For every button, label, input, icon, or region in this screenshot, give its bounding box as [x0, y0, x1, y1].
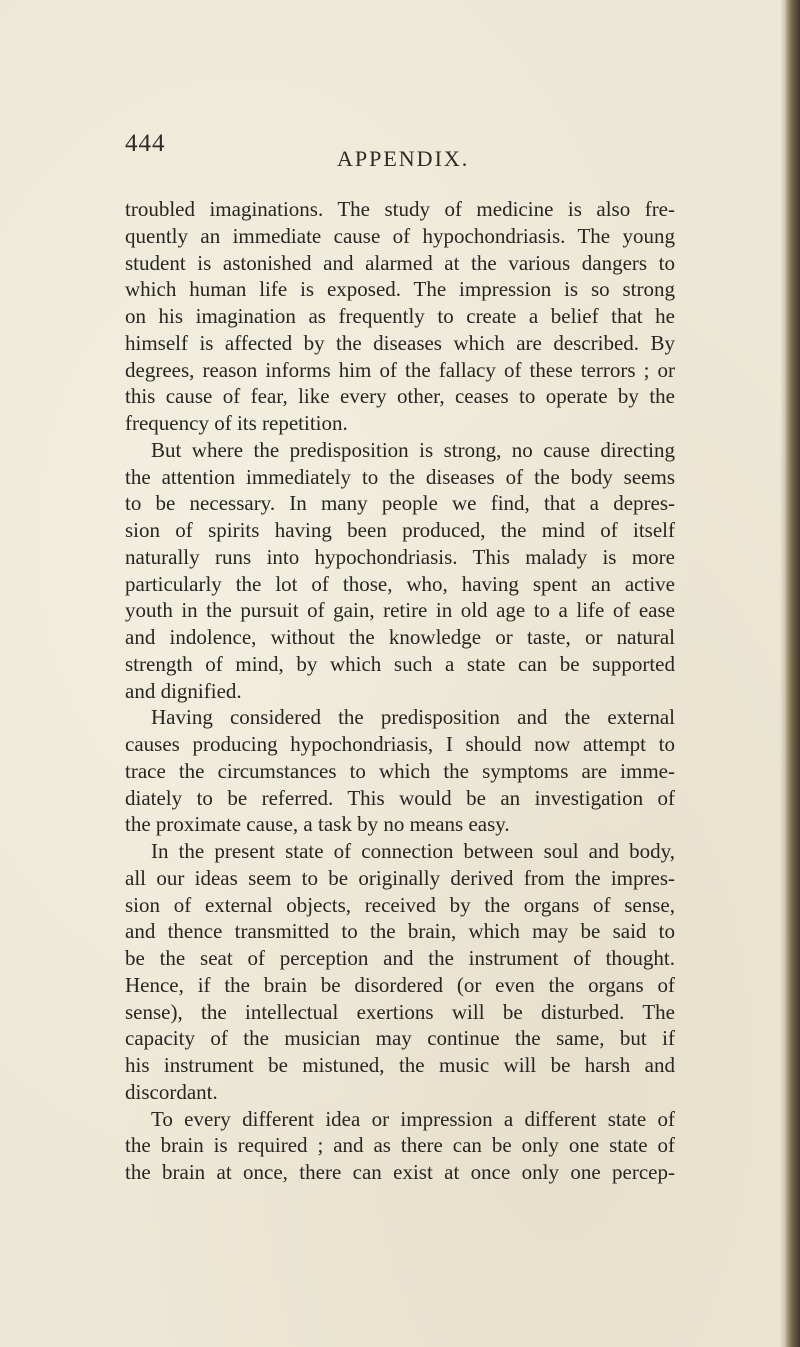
text-line: quently an immediate cause of hypochondriasis. The young: [125, 223, 675, 248]
text-line: which human life is exposed. The impression is so strong: [125, 277, 675, 302]
text-line: sion of spirits having been produced, the mind of itself: [125, 518, 675, 542]
paragraph-start-line: Having considered the predisposition and the external: [151, 705, 675, 730]
text-line: to be necessary. In many people we find, that a depres-: [125, 491, 675, 516]
text-line: the brain is required ; and as there can be only one state of: [125, 1133, 675, 1158]
text-line: Hence, if the brain be disordered (or even the organs of: [125, 972, 675, 997]
text-line: this cause of fear, like every other, ceases to operate by the: [125, 384, 675, 409]
text-line: the attention immediately to the diseases of the body seems: [125, 464, 675, 489]
text-line: the proximate cause, a task by no means easy.: [125, 812, 510, 837]
text-line: and dignified.: [125, 678, 242, 703]
text-line: and thence transmitted to the brain, which may be said to: [125, 919, 675, 944]
book-binding-edge: [786, 0, 800, 1347]
paragraph-start-line: In the present state of connection between soul and body,: [151, 839, 675, 863]
text-line: and indolence, without the knowledge or taste, or natural: [125, 625, 675, 649]
paragraph-start-line: But where the predisposition is strong, no cause directing: [151, 437, 675, 462]
text-line: frequency of its repetition.: [125, 411, 348, 435]
text-line: himself is affected by the diseases which are described. By: [125, 330, 675, 355]
text-line: particularly the lot of those, who, having spent an active: [125, 571, 675, 596]
page-number: 444: [125, 130, 166, 157]
text-line: discordant.: [125, 1079, 218, 1104]
text-line: his instrument be mistuned, the music will be harsh and: [125, 1053, 675, 1077]
page-header: [125, 130, 685, 170]
text-line: strength of mind, by which such a state can be supported: [125, 651, 675, 676]
paragraph-start-line: To every different idea or impression a different state of: [151, 1106, 675, 1131]
text-line: naturally runs into hypochondriasis. This malady is more: [125, 544, 675, 569]
text-line: on his imagination as frequently to create a belief that he: [125, 304, 675, 328]
running-head: APPENDIX.: [337, 146, 470, 171]
text-line: be the seat of perception and the instrument of thought.: [125, 946, 675, 970]
text-line: youth in the pursuit of gain, retire in old age to a life of ease: [125, 598, 675, 623]
text-line: sion of external objects, received by the organs of sense,: [125, 892, 675, 917]
text-line: all our ideas seem to be originally derived from the impres-: [125, 865, 675, 890]
text-line: diately to be referred. This would be an investigation of: [125, 785, 675, 810]
text-line: causes producing hypochondriasis, I should now attempt to: [125, 732, 675, 756]
text-line: student is astonished and alarmed at the various dangers to: [125, 250, 675, 275]
text-line: trace the circumstances to which the symptoms are imme-: [125, 758, 675, 783]
text-line: capacity of the musician may continue the same, but if: [125, 1026, 675, 1051]
text-line: degrees, reason informs him of the fallacy of these terrors ; or: [125, 357, 675, 382]
text-line: troubled imaginations. The study of medicine is also fre-: [125, 197, 675, 221]
body-text: [125, 196, 675, 1186]
text-line: the brain at once, there can exist at once only one percep-: [125, 1160, 675, 1184]
text-line: sense), the intellectual exertions will be disturbed. The: [125, 999, 675, 1024]
